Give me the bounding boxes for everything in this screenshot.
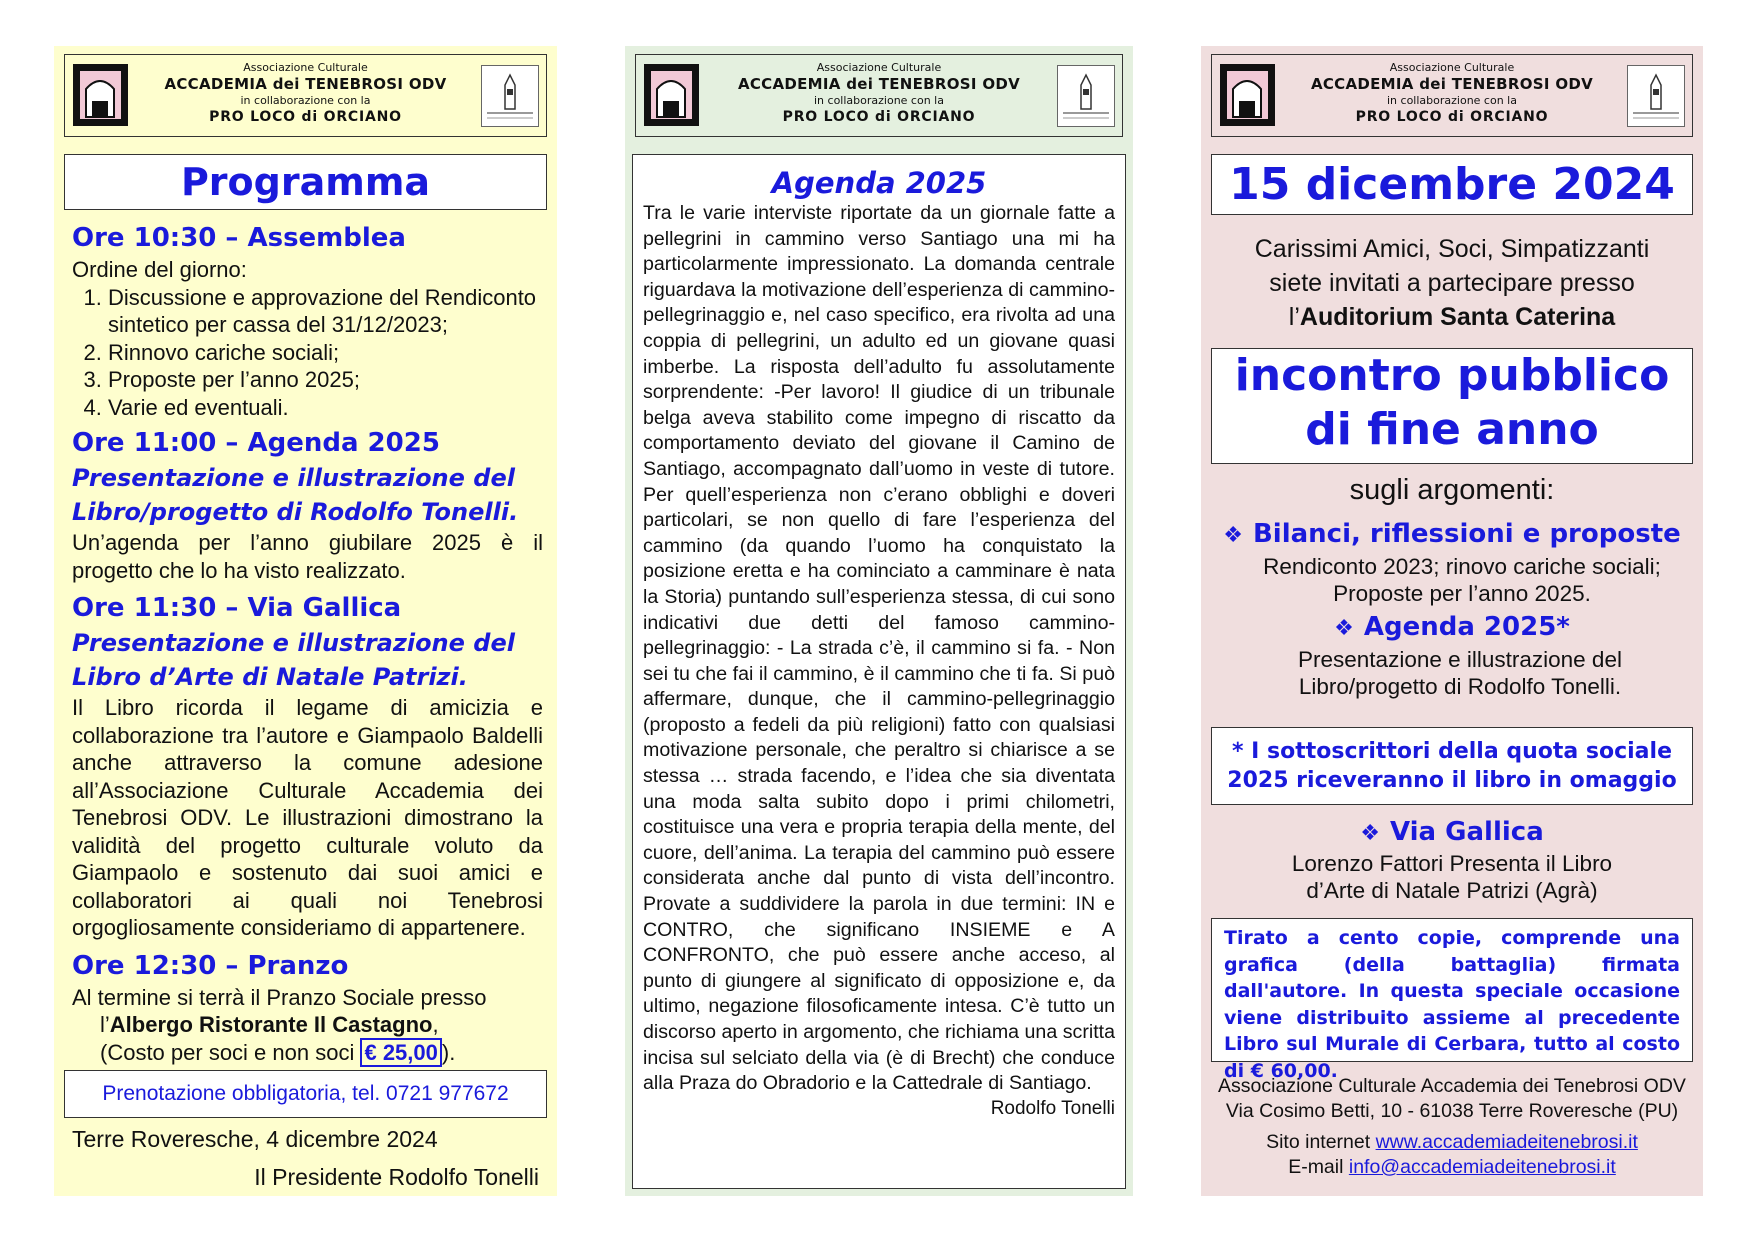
booking-box: Prenotazione obbligatoria, tel. 0721 977672 — [64, 1070, 547, 1118]
invitation-text: Carissimi Amici, Soci, Simpatizzanti siete invitati a partecipare presso l’Auditorium Santa Caterina — [1254, 235, 1650, 331]
website-link[interactable]: www.accademiadeitenebrosi.it — [1375, 1131, 1638, 1153]
accademia-logo-icon — [1219, 63, 1276, 127]
order-of-day-list — [72, 284, 543, 422]
topic-heading: ❖ Bilanci, riflessioni e proposte — [1223, 519, 1681, 549]
list-item: 4. Varie ed eventuali. — [108, 394, 543, 422]
header-proloco: PRO LOCO di ORCIANO — [209, 109, 402, 125]
header-box — [635, 54, 1123, 137]
accademia-logo-icon — [72, 63, 129, 127]
venue-name: Auditorium Santa Caterina — [1299, 303, 1616, 331]
section-heading: Ore 10:30 – Assemblea — [72, 223, 406, 253]
email-link[interactable]: info@accademiadeitenebrosi.it — [1348, 1156, 1616, 1178]
list-item: 2. Rinnovo cariche sociali; — [108, 339, 543, 367]
proloco-logo-icon — [1057, 65, 1115, 127]
proloco-logo-icon — [1627, 65, 1685, 127]
list-item: 1. Discussione e approvazione del Rendiconto sintetico per cassa del 31/12/2023; — [108, 284, 543, 339]
event-date: 15 dicembre 2024 — [1229, 159, 1675, 210]
restaurant-name: Albergo Ristorante Il Castagno — [109, 1012, 433, 1037]
event-date-box — [1211, 154, 1693, 215]
header-line-3: in collaborazione con la — [1387, 94, 1517, 107]
agenda-panel — [625, 46, 1133, 1196]
topic-text: Presentazione e illustrazione del Libro/progetto di Rodolfo Tonelli. — [1298, 647, 1622, 699]
programma-content — [72, 220, 543, 1066]
header-org-name: ACCADEMIA dei TENEBROSI ODV — [1310, 75, 1594, 93]
event-title-line-1: incontro pubblico — [1234, 350, 1670, 401]
diamond-bullet-icon: ❖ — [1360, 821, 1380, 846]
header-line-1: Associazione Culturale — [816, 61, 942, 74]
header-box — [64, 54, 547, 137]
price-badge: € 25,00 — [360, 1038, 441, 1067]
header-proloco: PRO LOCO di ORCIANO — [782, 109, 976, 125]
footer: Associazione Culturale Accademia dei Tenebrosi ODV Via Cosimo Betti, 10 - 61038 Terre Roveresche (PU) Sito internet www.accademiadeitenebrosi.it E-mail info@accademiadeitenebrosi.it — [1201, 1074, 1703, 1180]
lunch-venue-line: l’Albergo Ristorante Il Castagno, — [100, 1012, 439, 1037]
header-org-name: ACCADEMIA dei TENEBROSI ODV — [164, 75, 447, 93]
lunch-price-line: (Costo per soci e non soci € 25,00 ). — [100, 1039, 456, 1065]
event-title-line-2: di fine anno — [1305, 404, 1599, 455]
list-item: 3. Proposte per l’anno 2025; — [108, 366, 543, 394]
section-heading: Ore 11:30 – Via Gallica — [72, 593, 402, 623]
header-line-1: Associazione Culturale — [243, 61, 368, 74]
event-title-box — [1211, 348, 1693, 464]
section-subtitle: Presentazione e illustrazione del Libro/progetto di Rodolfo Tonelli. — [72, 464, 519, 526]
header-proloco: PRO LOCO di ORCIANO — [1355, 109, 1549, 125]
header-line-3: in collaborazione con la — [814, 94, 944, 107]
diamond-bullet-icon: ❖ — [1223, 523, 1243, 548]
programma-panel — [54, 46, 557, 1196]
lunch-text: Al termine si terrà il Pranzo Sociale presso — [72, 984, 487, 1010]
article-author: Rodolfo Tonelli — [990, 1097, 1115, 1119]
subscriber-note-box: * I sottoscrittori della quota sociale 2025 riceveranno il libro in omaggio — [1211, 727, 1693, 805]
section-heading: Ore 12:30 – Pranzo — [72, 950, 349, 981]
article-body: Tra le varie interviste riportate da un giornale fatte a pellegrini in cammino verso Santiago una mi ha particolarmente impressionato. La domanda centrale riguardava la motivazione dell’esperienza di cammino-pellegrinaggio e, nel caso specifico, era rivolta ad una coppia di pellegrini, un adulto ed un giovane quasi imberbe. La risposta dell’adulto fu assolutamente sorprendente: -Per lavoro! Il giudice di un tribunale belga aveva stabilito come impegno di riscatto da comportamento deviato del giovane il Camino de Santiago, accompagnato dall’uomo in veste di tutore. Per quell’esperienza non c’erano obblighi e doveri particolari, se non quello di fare l’esperienza del cammino (da quando l’uomo ha conquistato la posizione eretta e ha cominciato a camminare è nata la Storia) puntando sull’esperienza stessa, di cui sono indicativi due detti del famoso cammino-pellegrinaggio: - La strada c’è, il cammino si fa. - Non sei tu che fai il cammino, è il cammino che ti fa. Si può affermare, dunque, che il cammino-pellegrinaggio (proposto a fedeli da più religioni) fatto con qualsiasi motivazione personale, che peraltro si chiarisce a se stessa … strada facendo, e l’idea che sia diventata una moda salta subito dopo i primi chilometri, costituisce una vera e propria terapia della mente, del cuore, dell’anima. La terapia del cammino può essere considerata anche dal punto di vista dell’incontro. Provate a suddividere la parola in due termini: IN e CONTRO, che significano INSIEME e A CONFRONTO, che può essere anche acceso, al punto di giungere al significato di opposizione e, da ultimo, negazione filosoficamente intesa. C’è tutto un discorso aperto in argomento, che richiama una scritta incisa sul selciato della via (è di Brecht) che conduce alla Praza do Obradorio e la Cattedrale di Santiago. — [643, 202, 1115, 1095]
proloco-logo-icon — [481, 65, 539, 127]
header-org-name: ACCADEMIA dei TENEBROSI ODV — [737, 75, 1021, 93]
header-box — [1211, 54, 1693, 137]
header-line-3: in collaborazione con la — [240, 94, 371, 107]
section-heading: Ore 11:00 – Agenda 2025 — [72, 428, 440, 458]
accademia-logo-icon — [643, 63, 700, 127]
invitation-panel — [1201, 46, 1703, 1196]
section-subtitle: Presentazione e illustrazione del Libro d’Arte di Natale Patrizi. — [72, 629, 515, 691]
footer-address: Via Cosimo Betti, 10 - 61038 Terre Roveresche (PU) — [1225, 1100, 1679, 1122]
agenda-intro: Ordine del giorno: — [72, 257, 247, 282]
programma-title-box — [64, 154, 547, 210]
page-title: Programma — [180, 160, 431, 204]
book-description-box: Tirato a cento copie, comprende una grafica (della battaglia) firmata dall'autore. In questa speciale occasione viene distribuito assieme al precedente Libro sul Murale di Cerbara, tutto al costo di € 60,00. — [1211, 918, 1693, 1062]
topic-text: Rendiconto 2023; rinovo cariche sociali; Proposte per l’anno 2025. — [1263, 554, 1661, 606]
topics-label: sugli argomenti: — [1349, 474, 1555, 506]
article-title: Agenda 2025 — [771, 166, 987, 200]
section-text: Il Libro ricorda il legame di amicizia e collaborazione tra l’autore e Giampaolo Baldelli anche attraverso la comune adesione all’Associazione Culturale Accademia dei Tenebrosi ODV. Le illustrazioni dimostrano la validità del progetto culturale voluto da Giampaolo e sostenuto dai suoi amici e collaboratori ai quali noi Tenebrosi orgogliosamente consideriamo di appartenere. — [72, 695, 543, 940]
topic-heading: ❖ Agenda 2025* — [1334, 612, 1570, 642]
topic-text: Lorenzo Fattori Presenta il Libro d’Arte di Natale Patrizi (Agrà) — [1291, 851, 1613, 903]
place-date: Terre Roveresche, 4 dicembre 2024 — [72, 1126, 438, 1152]
topic-heading: ❖ Via Gallica — [1360, 817, 1544, 847]
header-line-1: Associazione Culturale — [1389, 61, 1515, 74]
section-text: Un’agenda per l’anno giubilare 2025 è il progetto che lo ha visto realizzato. — [72, 530, 543, 583]
article-box — [632, 154, 1126, 1189]
signature: Il Presidente Rodolfo Tonelli — [254, 1164, 539, 1190]
footer-org: Associazione Culturale Accademia dei Tenebrosi ODV — [1218, 1075, 1686, 1097]
diamond-bullet-icon: ❖ — [1334, 616, 1354, 641]
